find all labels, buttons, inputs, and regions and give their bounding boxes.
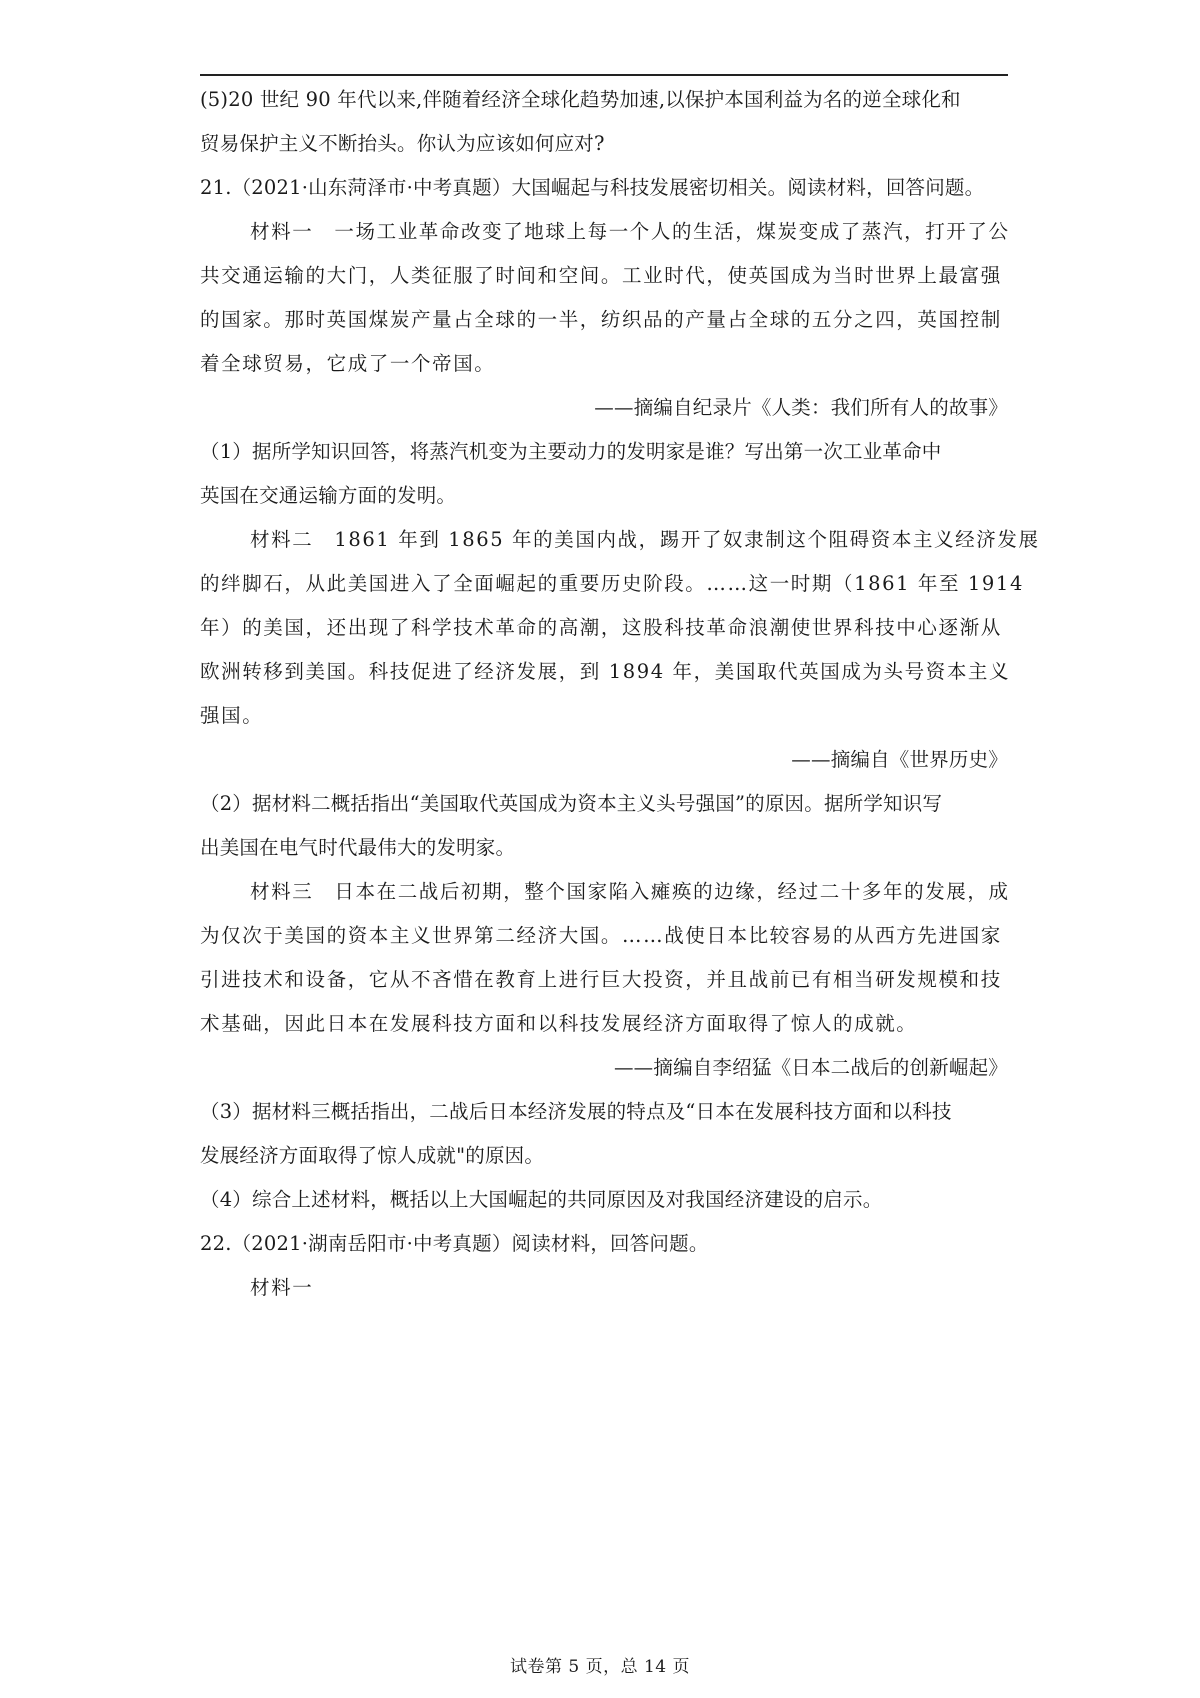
question-text-line: (5)20 世纪 90 年代以来,伴随着经济全球化趋势加速,以保护本国利益为名的逆全球化和 — [200, 88, 961, 111]
question-text-line: 英国在交通运输方面的发明。 — [200, 484, 457, 507]
question-text-line: 发展经济方面取得了惊人成就"的原因。 — [200, 1144, 545, 1167]
page-footer: 试卷第 5 页，总 14 页 — [509, 1657, 691, 1677]
question-text-line: （2）据材料二概括指出“美国取代英国成为资本主义头号强国”的原因。据所学知识写 — [200, 792, 943, 815]
material-text-line: 材料二 1861 年到 1865 年的美国内战，踢开了奴隶制这个阻碍资本主义经济发展 — [250, 528, 1040, 551]
material-text-line: 引进技术和设备，它从不吝惜在教育上进行巨大投资，并且战前已有相当研发规模和技 — [200, 968, 1002, 991]
material-text-line: 欧洲转移到美国。科技促进了经济发展，到 1894 年，美国取代英国成为头号资本主义 — [200, 660, 1011, 683]
material-text-line: 的绊脚石，从此美国进入了全面崛起的重要历史阶段。……这一时期（1861 年至 1914 — [200, 572, 1024, 595]
material-text-line: 共交通运输的大门，人类征服了时间和空间。工业时代，使英国成为当时世界上最富强 — [200, 264, 1002, 287]
material-text-line: 材料一 一场工业革命改变了地球上每一个人的生活，煤炭变成了蒸汽，打开了公 — [250, 220, 1010, 243]
question-text-line: 22.（2021·湖南岳阳市·中考真题）阅读材料，回答问题。 — [200, 1232, 709, 1255]
material-source: ——摘编自纪录片《人类：我们所有人的故事》 — [594, 396, 1008, 419]
question-text-line: （3）据材料三概括指出，二战后日本经济发展的特点及“日本在发展科技方面和以科技 — [200, 1100, 952, 1123]
document-body — [200, 88, 1040, 1320]
question-text-line: （1）据所学知识回答，将蒸汽机变为主要动力的发明家是谁？写出第一次工业革命中 — [200, 440, 942, 463]
material-source: ——摘编自李绍猛《日本二战后的创新崛起》 — [613, 1056, 1008, 1079]
material-text-line: 年）的美国，还出现了科学技术革命的高潮，这股科技革命浪潮使世界科技中心逐渐从 — [200, 616, 1002, 639]
question-text-line: 出美国在电气时代最伟大的发明家。 — [200, 836, 516, 859]
question-text-line: （4）综合上述材料，概括以上大国崛起的共同原因及对我国经济建设的启示。 — [200, 1188, 883, 1211]
material-text-line: 为仅次于美国的资本主义世界第二经济大国。……战使日本比较容易的从西方先进国家 — [200, 924, 1002, 947]
question-text-line: 21.（2021·山东菏泽市·中考真题）大国崛起与科技发展密切相关。阅读材料，回答问题。 — [200, 176, 985, 199]
material-text-line: 材料三 日本在二战后初期，整个国家陷入瘫痪的边缘，经过二十多年的发展，成 — [250, 880, 1010, 903]
material-source: ——摘编自《世界历史》 — [791, 748, 1008, 771]
header-rule — [200, 74, 1008, 76]
material-text-line: 术基础，因此日本在发展科技方面和以科技发展经济方面取得了惊人的成就。 — [200, 1012, 918, 1035]
material-text-line: 材料一 — [250, 1276, 314, 1299]
material-text-line: 的国家。那时英国煤炭产量占全球的一半，纺织品的产量占全球的五分之四，英国控制 — [200, 308, 1002, 331]
question-text-line: 贸易保护主义不断抬头。你认为应该如何应对? — [200, 132, 605, 155]
material-text-line: 强国。 — [200, 704, 264, 727]
material-text-line: 着全球贸易，它成了一个帝国。 — [200, 352, 496, 375]
